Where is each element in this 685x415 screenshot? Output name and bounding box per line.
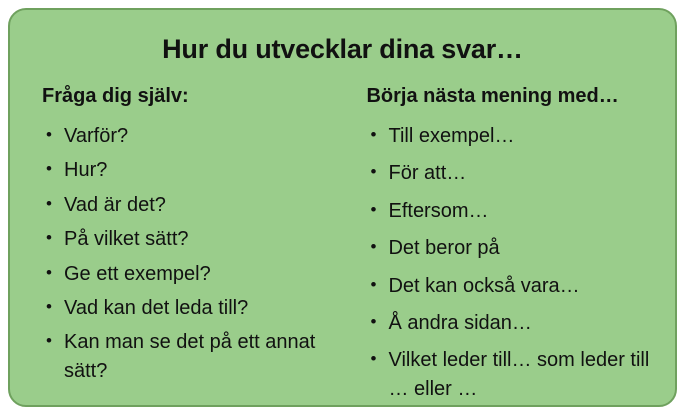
page-title: Hur du utvecklar dina svar… <box>162 34 523 64</box>
list-item: • Vilket leder till… som leder till … eller … <box>366 346 659 403</box>
list-item: • Det beror på <box>366 234 659 262</box>
list-item: • Vad kan det leda till? <box>42 294 358 322</box>
bullet-list-sentence-starters <box>366 122 659 403</box>
list-item: • Å andra sidan… <box>366 309 659 337</box>
list-item: • Hur? <box>42 156 358 184</box>
list-item: • För att… <box>366 159 659 187</box>
column-heading-sentence-starters: Börja nästa mening med… <box>366 85 619 107</box>
list-item: • Till exempel… <box>366 122 659 150</box>
list-item: • På vilket sätt? <box>42 225 358 253</box>
content-columns <box>10 85 675 407</box>
list-item: • Kan man se det på ett annat sätt? <box>42 328 358 385</box>
column-ask-yourself <box>32 85 358 407</box>
bullet-list-ask-yourself <box>42 122 358 385</box>
list-item: • Eftersom… <box>366 197 659 225</box>
slide-container <box>8 8 677 407</box>
column-heading-ask-yourself: Fråga dig själv: <box>42 85 189 107</box>
list-item: • Varför? <box>42 122 358 150</box>
list-item: • Vad är det? <box>42 191 358 219</box>
list-item: • Ge ett exempel? <box>42 260 358 288</box>
column-sentence-starters <box>358 85 659 407</box>
list-item: • Det kan också vara… <box>366 272 659 300</box>
